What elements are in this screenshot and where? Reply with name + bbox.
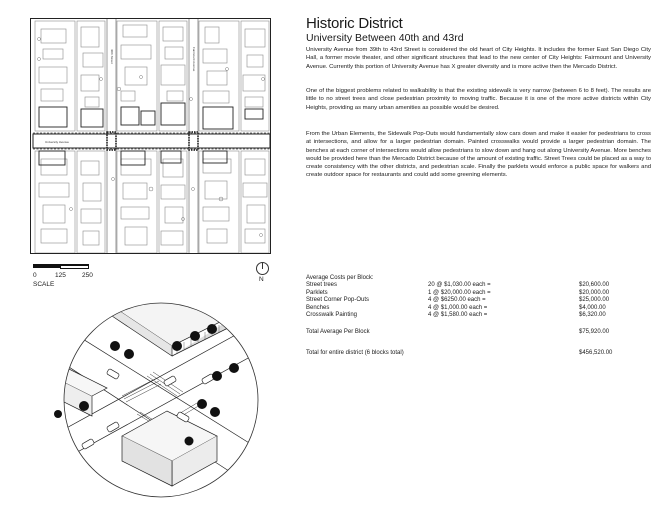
cost-row [306,290,656,297]
page-subtitle: University Between 40th and 43rd [306,32,464,44]
cost-calc: 4 @ $1,000.00 each = [428,304,488,311]
cost-row [306,297,656,304]
scale-tick-250: 250 [82,272,93,279]
isometric-intersection-illustration [52,296,270,504]
paragraph-intro: University Avenue from 39th to 43rd Street is considered the old heart of City Heights. It includes the former East San Diego City Hall, a former movie theater, and other significant structures that lead to the new center of City Heights: Fairmount and University Avenue. Currently this portion of University Avenue has X greater diversity and is more active then the Mercado District. [306,47,651,70]
cost-item: Parklets [306,289,328,296]
paragraph-walkability: One of the biggest problems related to walkability is that the existing sidewalk is very narrow (between 6 to 8 feet). The results are little to no street trees and close pedestrian proximity to moving traffic. Because it is one of the more active districts within City Heights, providing as many urban amenities as possible would be desired. [306,88,651,111]
svg-text:University Avenue: University Avenue [45,140,69,144]
scale-tick-0: 0 [33,272,37,279]
cost-item: Street Corner Pop-Outs [306,297,370,304]
cost-total: $20,600.00 [579,282,610,289]
cost-table [306,275,656,319]
cost-item: Crosswalk Painting [306,311,358,318]
scale-label: SCALE [33,281,55,288]
site-plan-drawing [31,19,271,254]
site-plan-map [30,18,271,254]
cost-row [306,305,656,312]
cost-total: $20,000.00 [579,289,610,296]
cost-item: Benches [306,304,330,311]
total-district-value: $456,520.00 [579,350,613,356]
total-district-label: Total for entire district (6 blocks total) [306,350,404,356]
cost-total: $6,320.00 [579,311,606,318]
cost-row [306,312,656,319]
cost-row [306,282,656,289]
total-per-block-value: $75,920.00 [579,329,610,335]
cost-calc: 4 @ $6250.00 each = [428,297,486,304]
scale-tick-125: 125 [55,272,66,279]
cost-calc: 20 @ $1,030.00 each = [428,282,491,289]
svg-text:40th Street: 40th Street [110,49,114,64]
north-arrow-icon [256,262,270,286]
cost-heading: Average Costs per Block: [306,275,374,281]
paragraph-urban-elements: From the Urban Elements, the Sidewalk Pop-Outs would fundamentally slow cars down and make it easier for pedestrians to cross at intersections, and allow for a larger pedestrian domain. Painted crosswalks would provide a larger pedestrian domain. The benches at each corner of intersections would allow pedestrians to slow down and hang out along University Avenue. More benches would be provided here than the Mercado District because of the amount of existing traffic. Street Trees could be placed as a way to create consistency with the other districts, and pedestrian scale. Finally the parklets would enforce a public space for walkers and create outdoor space for restaurants and could add some greening elements. [306,131,651,179]
cost-total: $25,000.00 [579,297,610,304]
scale-bar [33,264,90,268]
north-label: N [259,276,264,283]
svg-text:Fairmount Avenue: Fairmount Avenue [192,47,196,72]
total-per-block-label: Total Average Per Block [306,329,370,335]
cost-item: Street trees [306,282,338,289]
page-title: Historic District [306,15,403,32]
cost-calc: 4 @ $1,580.00 each = [428,311,488,318]
cost-calc: 1 @ $20,000.00 each = [428,289,491,296]
cost-total: $4,000.00 [579,304,606,311]
